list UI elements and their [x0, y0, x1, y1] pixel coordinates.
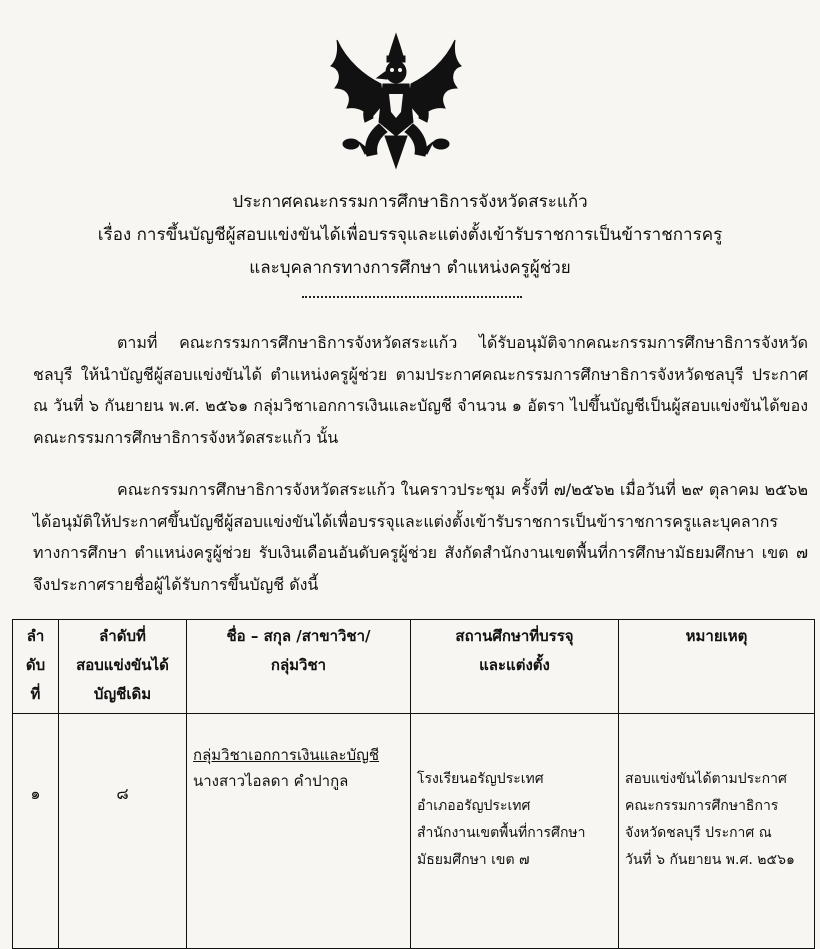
- header-original-rank: ลำดับที่ สอบแข่งขันได้ บัญชีเดิม: [59, 620, 187, 714]
- header-no: ลำ ดับ ที่: [13, 620, 59, 714]
- table-header-row: [13, 620, 815, 714]
- table-row: [13, 714, 815, 949]
- announcement-title: ประกาศคณะกรรมการศึกษาธิการจังหวัดสระแก้ว: [232, 192, 588, 212]
- body-paragraph-1: ตามที่ คณะกรรมการศึกษาธิการจังหวัดสระแก้ว ได้รับอนุมัติจากคณะกรรมการศึกษาธิการจังหวัดชลบุรี ให้นำบัญชีผู้สอบแข่งขันได้ ตำแหน่งครูผู้ช่วย ตามประกาศคณะกรรมการศึกษาธิการจังหวัดชลบุรี ประกาศ ณ วันที่ ๖ กันยายน พ.ศ. ๒๕๖๑ กลุ่มวิชาเอกการเงินและบัญชี จำนวน ๑ อัตรา ไปขึ้นบัญชีเป็นผู้สอบแข่งขันได้ของคณะกรรมการศึกษาธิการจังหวัดสระแก้ว นั้น: [33, 333, 808, 447]
- row-person-name: นางสาวไอลดา คำปากูล: [193, 772, 349, 790]
- row-school-cell: โรงเรียนอรัญประเทศ อำเภออรัญประเทศ สำนักงานเขตพื้นที่การศึกษา มัธยมศึกษา เขต ๗: [411, 714, 619, 949]
- row-original-rank-cell: [59, 714, 187, 949]
- header-school: สถานศึกษาที่บรรจุ และแต่งตั้ง: [411, 620, 619, 714]
- announcement-subject-line-1: เรื่อง การขึ้นบัญชีผู้สอบแข่งขันได้เพื่อบรรจุและแต่งตั้งเข้ารับราชการเป็นข้าราชการครู: [97, 225, 723, 245]
- header-note: หมายเหตุ: [619, 620, 815, 714]
- header-name: ชื่อ – สกุล /สาขาวิชา/ กลุ่มวิชา: [187, 620, 411, 714]
- announcement-subject-line-2: และบุคลากรทางการศึกษา ตำแหน่งครูผู้ช่วย: [249, 258, 571, 278]
- row-subject-group: กลุ่มวิชาเอกการเงินและบัญชี: [193, 746, 380, 764]
- garuda-emblem-icon: [325, 32, 467, 172]
- row-no-cell: [13, 714, 59, 949]
- row-note-cell: สอบแข่งขันได้ตามประกาศ คณะกรรมการศึกษาธิการ จังหวัดชลบุรี ประกาศ ณ วันที่ ๖ กันยายน พ.ศ. ๒๕๖๑: [619, 714, 815, 949]
- row-original-rank: ๘: [116, 784, 129, 803]
- row-name-cell: [187, 714, 411, 949]
- dotted-separator: [302, 284, 522, 298]
- appointee-table: [12, 619, 815, 949]
- body-paragraph-2: คณะกรรมการศึกษาธิการจังหวัดสระแก้ว ในคราวประชุม ครั้งที่ ๗/๒๕๖๒ เมื่อวันที่ ๒๙ ตุลาคม ๒๕๖๒ ได้อนุมัติให้ประกาศขึ้นบัญชีผู้สอบแข่งขันได้เพื่อบรรจุและแต่งตั้งเข้ารับราชการเป็นข้าราชการครูและบุคลากรทางการศึกษา ตำแหน่งครูผู้ช่วย รับเงินเดือนอันดับครูผู้ช่วย สังกัดสำนักงานเขตพื้นที่การศึกษามัธยมศึกษา เขต ๗ จึงประกาศรายชื่อผู้ได้รับการขึ้นบัญชี ดังนี้: [33, 480, 808, 594]
- row-no: ๑: [30, 784, 41, 803]
